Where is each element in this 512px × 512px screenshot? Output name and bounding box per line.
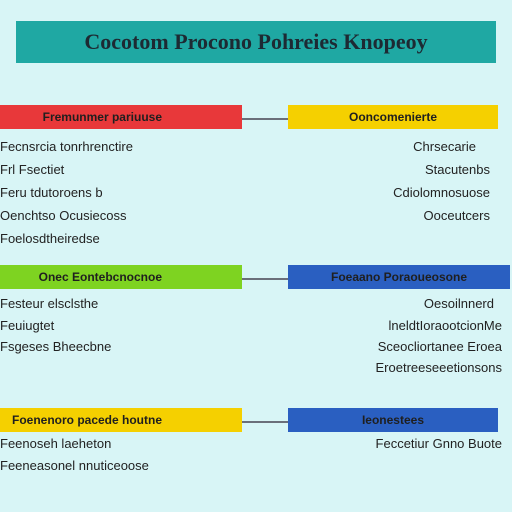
section-2-right-item: Oesoilnnerd [423, 296, 494, 311]
section-2-right-item: Eroetreeseeetionsons [375, 360, 502, 375]
section-2-left-header-label: Onec Eontebcnocnoe [38, 270, 162, 284]
section-1-right-item: Cdiolomnosuose [393, 185, 490, 200]
section-1-left-item: Feru tdutoroens b [0, 185, 103, 200]
section-2-right-item: lneldtIoraootcionMe [388, 318, 502, 333]
section-1-left-item: Foelosdtheiredse [0, 231, 100, 246]
section-2-left-header [0, 265, 242, 289]
section-2-connector [242, 278, 288, 280]
section-3-right-item: Feccetiur Gnno Buote [375, 436, 502, 451]
section-1-left-header [0, 105, 242, 129]
section-1-right-item: Ooceutcers [423, 208, 490, 223]
section-2-right-header [288, 265, 510, 289]
section-1-left-item: Frl Fsectiet [0, 162, 65, 177]
section-3-right-header-label: Ieonestees [361, 413, 425, 427]
section-2-left-item: Festeur elsclsthe [0, 296, 99, 311]
section-3-connector [242, 421, 288, 423]
section-1-left-header-label: Fremunmer pariuuse [42, 110, 162, 124]
diagram-title: Cocotom Procono Pohreies Knopeoy [84, 29, 428, 54]
section-1-right-item: Stacutenbs [424, 162, 490, 177]
section-2-left-item: Fsgeses Bheecbne [0, 339, 112, 354]
section-2-left-item: Feuiugtet [0, 318, 55, 333]
section-1-right-item: Chrsecarie [413, 139, 476, 154]
section-1-connector [242, 118, 288, 120]
section-1-left-item: Oenchtso Ocusiecoss [0, 208, 127, 223]
section-1-right-header-label: Ooncomenierte [348, 110, 438, 124]
section-2-right-item: Sceocliortanee Eroea [377, 339, 502, 354]
section-3-right-header [288, 408, 498, 432]
section-1-left-item: Fecnsrcia tonrhrenctire [0, 139, 133, 154]
section-3-left-item: Feeneasonel nnuticeoose [0, 458, 149, 473]
section-1-right-header [288, 105, 498, 129]
section-3-left-item: Feenoseh laeheton [0, 436, 112, 451]
title-banner [16, 21, 496, 63]
section-3-left-header-label: Foenenoro pacede houtne [11, 413, 162, 427]
section-2-right-header-label: Foeaano Poraoueosone [330, 270, 468, 284]
section-3-left-header [0, 408, 242, 432]
